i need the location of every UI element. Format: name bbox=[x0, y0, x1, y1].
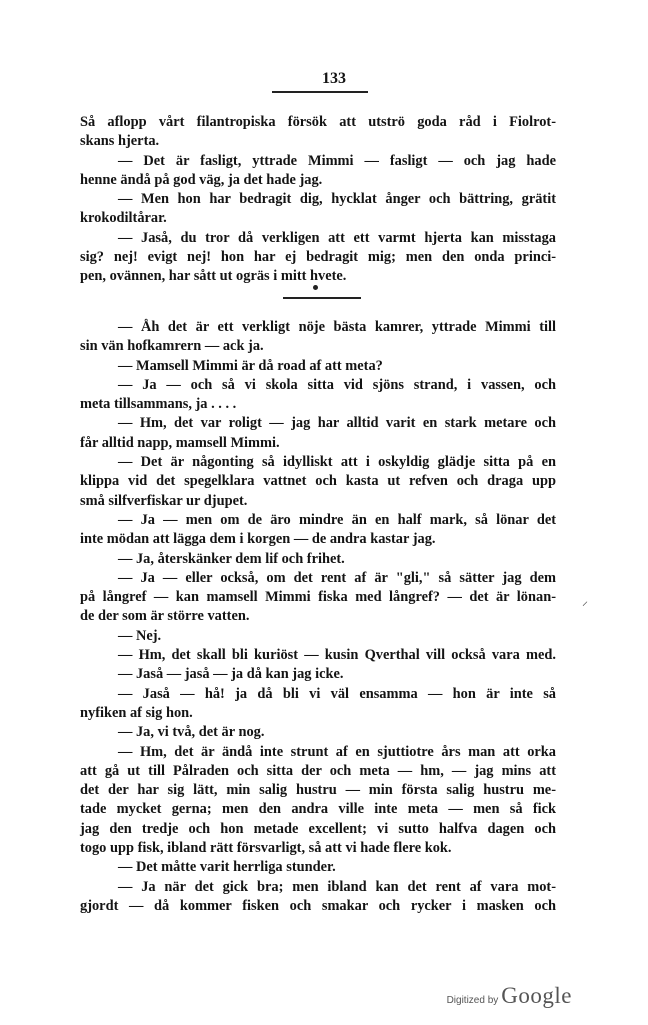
text-line: — Åh det är ett verkligt nöje bästa kamrer, yttrade Mimmi till bbox=[118, 319, 556, 335]
text-line: — Mamsell Mimmi är då road af att meta? bbox=[118, 357, 383, 374]
text-line: — Ja — och så vi skola sitta vid sjöns strand, i vassen, och bbox=[118, 376, 556, 393]
text-line: på långref — kan mamsell Mimmi fiska med långref? — det är lönan- bbox=[80, 589, 556, 606]
text-line: — Ja, återskänker dem lif och frihet. bbox=[118, 550, 345, 567]
digitized-notice bbox=[447, 983, 572, 1009]
text-line: inte mödan att lägga dem i korgen — de andra kastar jag. bbox=[80, 531, 436, 548]
text-line: skans hjerta. bbox=[80, 133, 160, 150]
text-line: togo upp fisk, ibland rätt försvarligt, så att vi hade flere kok. bbox=[80, 840, 452, 857]
section-divider bbox=[283, 297, 361, 299]
text-line: — Jaså, du tror då verkligen att ett varmt hjerta kan misstaga bbox=[118, 229, 556, 246]
text-line: nyfiken af sig hon. bbox=[80, 704, 193, 721]
digitized-label: Digitized by bbox=[446, 995, 499, 1006]
margin-mark: ⸝ bbox=[582, 594, 589, 608]
section-dot bbox=[313, 285, 318, 290]
text-line: — Ja när det gick bra; men ibland kan det rent af vara mot- bbox=[118, 878, 556, 895]
text-line: att gå ut till Pålraden och sitta der och meta — hm, — jag mins att bbox=[80, 762, 556, 779]
text-line: henne ändå på god väg, ja det hade jag. bbox=[80, 171, 323, 188]
text-line: små silfverfiskar ur djupet. bbox=[80, 492, 248, 509]
text-line: — Men hon har bedragit dig, hycklat ånger och bättring, grätit bbox=[118, 191, 556, 208]
text-line: sin vän hofkamrern — ack ja. bbox=[80, 338, 264, 355]
text-line: — Det är någonting så idylliskt att i oskyldig glädje sitta på en bbox=[118, 454, 556, 471]
text-line: — Ja — men om de äro mindre än en half mark, så lönar det bbox=[118, 511, 556, 528]
text-block-top bbox=[80, 113, 556, 287]
text-line: — Ja, vi två, det är nog. bbox=[118, 724, 265, 741]
text-line: klippa vid det spegelklara vattnet och kasta ut refven och draga upp bbox=[80, 473, 556, 490]
text-line: får alltid napp, mamsell Mimmi. bbox=[80, 434, 280, 451]
text-line: — Det måtte varit herrliga stunder. bbox=[118, 859, 336, 876]
text-line: — Det är fasligt, yttrade Mimmi — fasligt — och jag hade bbox=[118, 152, 556, 169]
text-line: — Hm, det skall bli kuriöst — kusin Qverthal vill också vara med. bbox=[118, 647, 556, 664]
text-line: sig? nej! evigt nej! hon har ej bedragit mig; men den onda princi- bbox=[80, 249, 556, 266]
text-block-bottom bbox=[80, 318, 556, 916]
text-line: tade mycket gerna; men den andra ville inte meta — men så fick bbox=[80, 801, 556, 818]
text-line: — Jaså — jaså — ja då kan jag icke. bbox=[118, 666, 344, 683]
text-line: krokodiltårar. bbox=[80, 210, 167, 227]
text-line: meta tillsammans, ja . . . . bbox=[80, 396, 237, 413]
text-line: — Ja — eller också, om det rent af är "gli," så sätter jag dem bbox=[118, 569, 556, 586]
text-line: gjordt — då kommer fisken och smakar och rycker i masken och bbox=[80, 897, 556, 914]
text-line: Så aflopp vårt filantropiska försök att utströ goda råd i Fiolrot- bbox=[80, 114, 556, 130]
text-line: — Hm, det var roligt — jag har alltid varit en stark metare och bbox=[118, 415, 556, 432]
text-line: det der har sig lätt, min salig hustru — min första salig hustru me- bbox=[80, 782, 556, 799]
text-line: de der som är större vatten. bbox=[80, 608, 250, 625]
text-line: jag den tredje och hon metade excellent; vi sutto halfva dagen och bbox=[80, 820, 556, 837]
text-line: pen, ovännen, har sått ut ogräs i mitt hvete. bbox=[80, 268, 347, 285]
page-number: 133 bbox=[322, 70, 346, 87]
text-line: — Hm, det är ändå inte strunt af en sjuttiotre års man att orka bbox=[118, 743, 556, 760]
google-logo: Google bbox=[501, 983, 572, 1008]
text-line: — Nej. bbox=[118, 627, 162, 644]
page-number-rule bbox=[272, 91, 368, 93]
text-line: — Jaså — hå! ja då bli vi väl ensamma — hon är inte så bbox=[118, 685, 556, 702]
